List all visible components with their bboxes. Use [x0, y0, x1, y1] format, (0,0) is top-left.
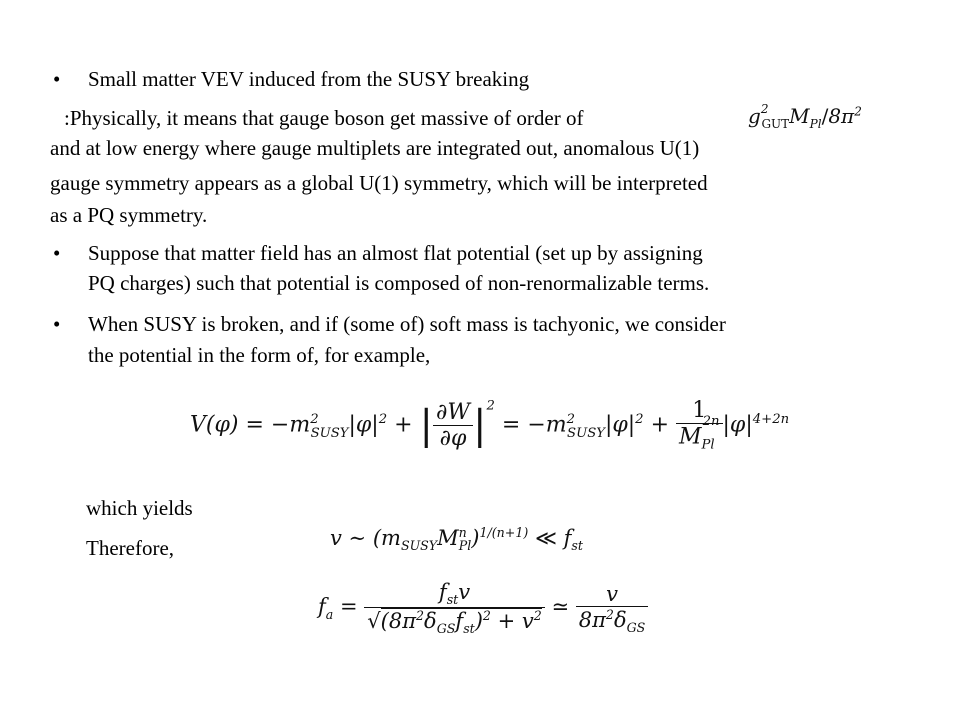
- equation-potential: $V(\varphi) = -m^2_{SUSY}|\varphi|^2$ + | $\frac{\partial W}{\partial\varphi}$ $|^2 = -m^2_{SUSY}|\varphi|^2$ + $\frac{1}{M_{Pl}^{2n}}$ $|\varphi|^{4+2n}$: [190, 398, 790, 453]
- paragraph-line-4: as a PQ symmetry.: [50, 203, 208, 227]
- inline-formula-gauge-mass: $g^2_{GUT}M_{Pl}/8\pi^2$: [748, 102, 862, 131]
- bullet-marker: •: [53, 67, 61, 91]
- paragraph-line-3: gauge symmetry appears as a global U(1) symmetry, which will be interpreted: [50, 171, 708, 195]
- bullet-3-line-1: When SUSY is broken, and if (some of) soft mass is tachyonic, we consider: [88, 312, 726, 336]
- paragraph-line-2: and at low energy where gauge multiplets are integrated out, anomalous U(1): [50, 136, 700, 160]
- bullet-3-line-2: the potential in the form of, for example,: [88, 343, 431, 367]
- bullet-2-line-1: Suppose that matter field has an almost flat potential (set up by assigning: [88, 241, 703, 265]
- therefore-label: Therefore,: [86, 536, 175, 560]
- which-yields-label: which yields: [86, 496, 193, 520]
- equation-fa: $f_a$ = $\frac{f_{st}v}{√(8\pi^2\delta_{GS}f_{st})^2 + v^2}$ ≃ $\frac{v}{8\pi^2\delta_{GS}}$: [318, 580, 648, 636]
- bullet-2-line-2: PQ charges) such that potential is composed of non-renormalizable terms.: [88, 271, 710, 295]
- equation-vev: v ∼ $(m_{SUSY}M^n_{Pl})^{1/(n+1)}$ ≪ $f_{st}$: [330, 525, 583, 554]
- bullet-marker: •: [53, 312, 61, 336]
- bullet-1-text: Small matter VEV induced from the SUSY breaking: [88, 67, 530, 91]
- paragraph-line-1: :Physically, it means that gauge boson get massive of order of: [64, 106, 584, 130]
- bullet-marker: •: [53, 241, 61, 265]
